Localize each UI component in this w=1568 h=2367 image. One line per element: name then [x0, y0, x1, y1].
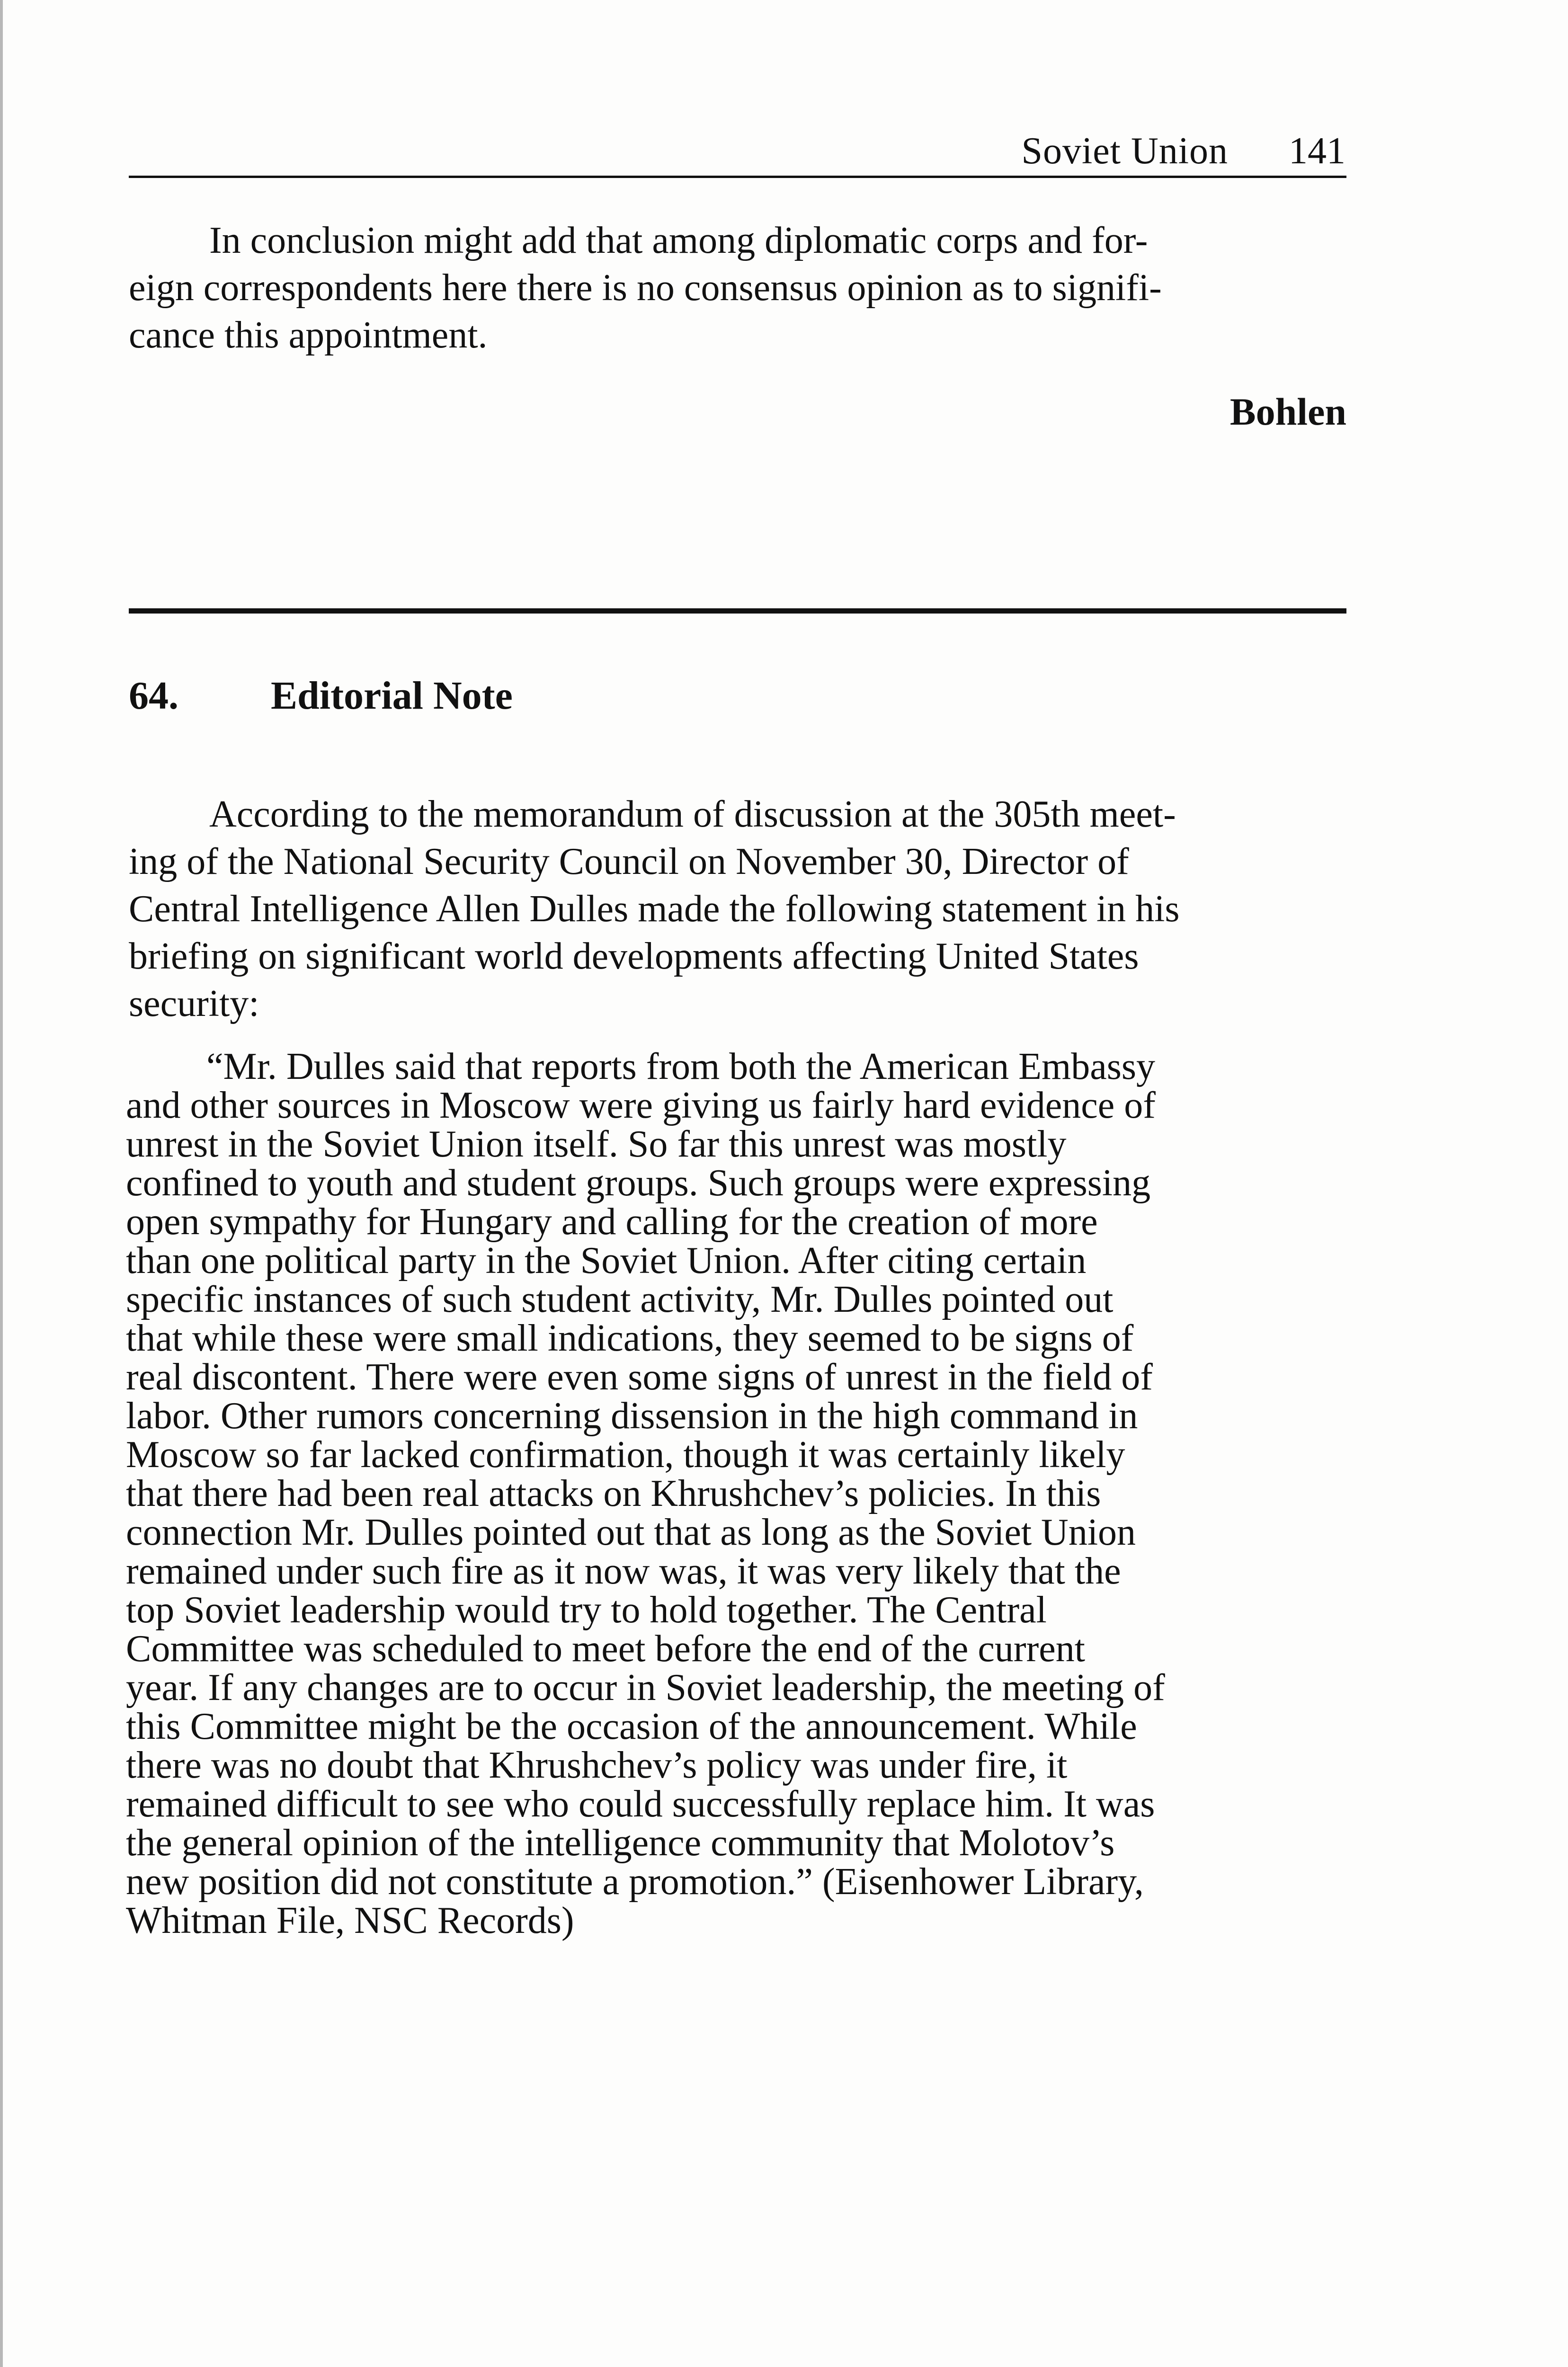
page-number: 141 [1289, 130, 1345, 172]
document-number: 64. [129, 674, 178, 718]
quoted-statement: “Mr. Dulles said that reports from both the American Embassy and other sources in Moscow were giving us fairly hard evidence of unrest in the Soviet Union itself. So far this unrest was mostly confined to youth and student groups. Such groups were expressing open sympathy for Hungary and calling for the creation of more than one political party in the Soviet Union. After citing certain specific instances of such student activity, Mr. Dulles pointed out that while these were small indications, they seemed to be signs of real discontent. There were even some signs of unrest in the field of labor. Other rumors concerning dissension in the high command in Moscow so far lacked confirmation, though it was certainly likely that there had been real attacks on Khrushchev’s policies. In this connection Mr. Dulles pointed out that as long as the Soviet Union remained under such fire as it now was, it was very likely that the top Soviet leadership would try to hold together. The Central Committee was scheduled to meet before the end of the current year. If any changes are to occur in Soviet leadership, the meeting of this Committee might be the occasion of the announcement. While there was no doubt that Khrushchev’s policy was under fire, it remained difficult to see who could successfully replace him. It was the general opinion of the intelligence community that Molotov’s new position did not constitute a promotion.” (Eisenhower Library, Whitman File, NSC Records) [126, 1046, 1165, 1941]
document-heading [129, 672, 513, 720]
running-head-section: Soviet Union [1021, 130, 1228, 172]
document-title: Editorial Note [271, 674, 513, 718]
section-divider [129, 608, 1346, 614]
page-edge-shadow [0, 0, 3, 2367]
running-head [129, 127, 1346, 178]
signature: Bohlen [1229, 390, 1346, 433]
intro-paragraph: According to the memorandum of discussion at the 305th meet- ing of the National Security Council on November 30, Director of Central Intelligence Allen Dulles made the following statement in his briefing on significant world developments affecting United States security: [129, 793, 1180, 1024]
closing-paragraph: In conclusion might add that among diplomatic corps and for- eign correspondents here there is no consensus opinion as to signifi- cance this appointment. [129, 220, 1162, 356]
